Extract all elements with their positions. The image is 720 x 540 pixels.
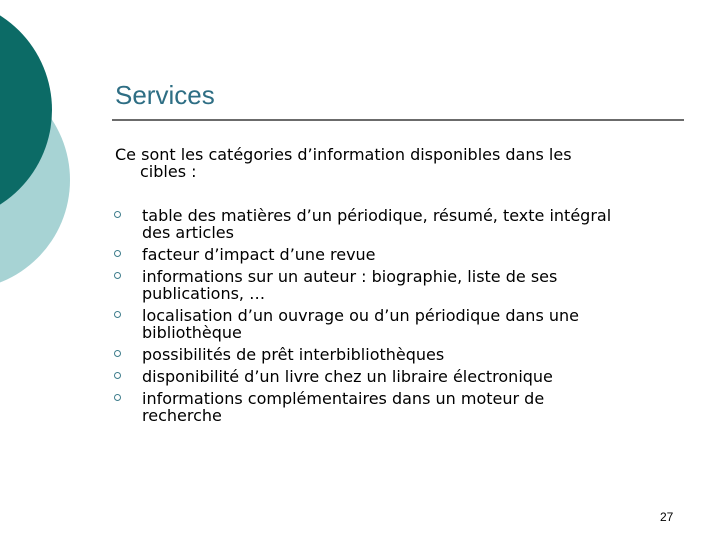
list-item [112,207,684,241]
decorative-circles [0,0,120,300]
intro-paragraph [115,146,675,180]
bullet-circle-icon [114,372,121,379]
bullet-circle-icon [114,350,121,357]
list-item-text: disponibilité d’un livre chez un libraire électronique [142,367,553,386]
list-item [112,268,684,302]
list-item-text: facteur d’impact d’une revue [142,245,376,264]
list-item-text: publications, … [142,284,266,303]
list-item-text: des articles [142,223,234,242]
list-item [112,390,684,424]
bullet-circle-icon [114,394,121,401]
bullet-circle-icon [114,250,121,257]
bullet-circle-icon [114,211,121,218]
list-item [112,246,684,263]
list-item-text: recherche [142,406,222,425]
list-item-text: table des matières d’un périodique, résumé, texte intégral [142,206,612,225]
list-item-text: possibilités de prêt interbibliothèques [142,345,445,364]
list-item [112,307,684,341]
bullet-circle-icon [114,272,121,279]
list-item-text: informations sur un auteur : biographie, liste de ses [142,267,558,286]
list-item [112,346,684,363]
page-number: 27 [660,510,674,524]
title-divider [112,119,684,121]
list-item [112,368,684,385]
intro-line: cibles : [140,162,197,181]
slide-title: Services [115,80,215,110]
bullet-circle-icon [114,311,121,318]
intro-line: Ce sont les catégories d’information disponibles dans les [115,145,572,164]
list-item-text: localisation d’un ouvrage ou d’un périodique dans une [142,306,579,325]
list-item-text: informations complémentaires dans un moteur de [142,389,545,408]
bullet-list [112,207,684,429]
list-item-text: bibliothèque [142,323,242,342]
